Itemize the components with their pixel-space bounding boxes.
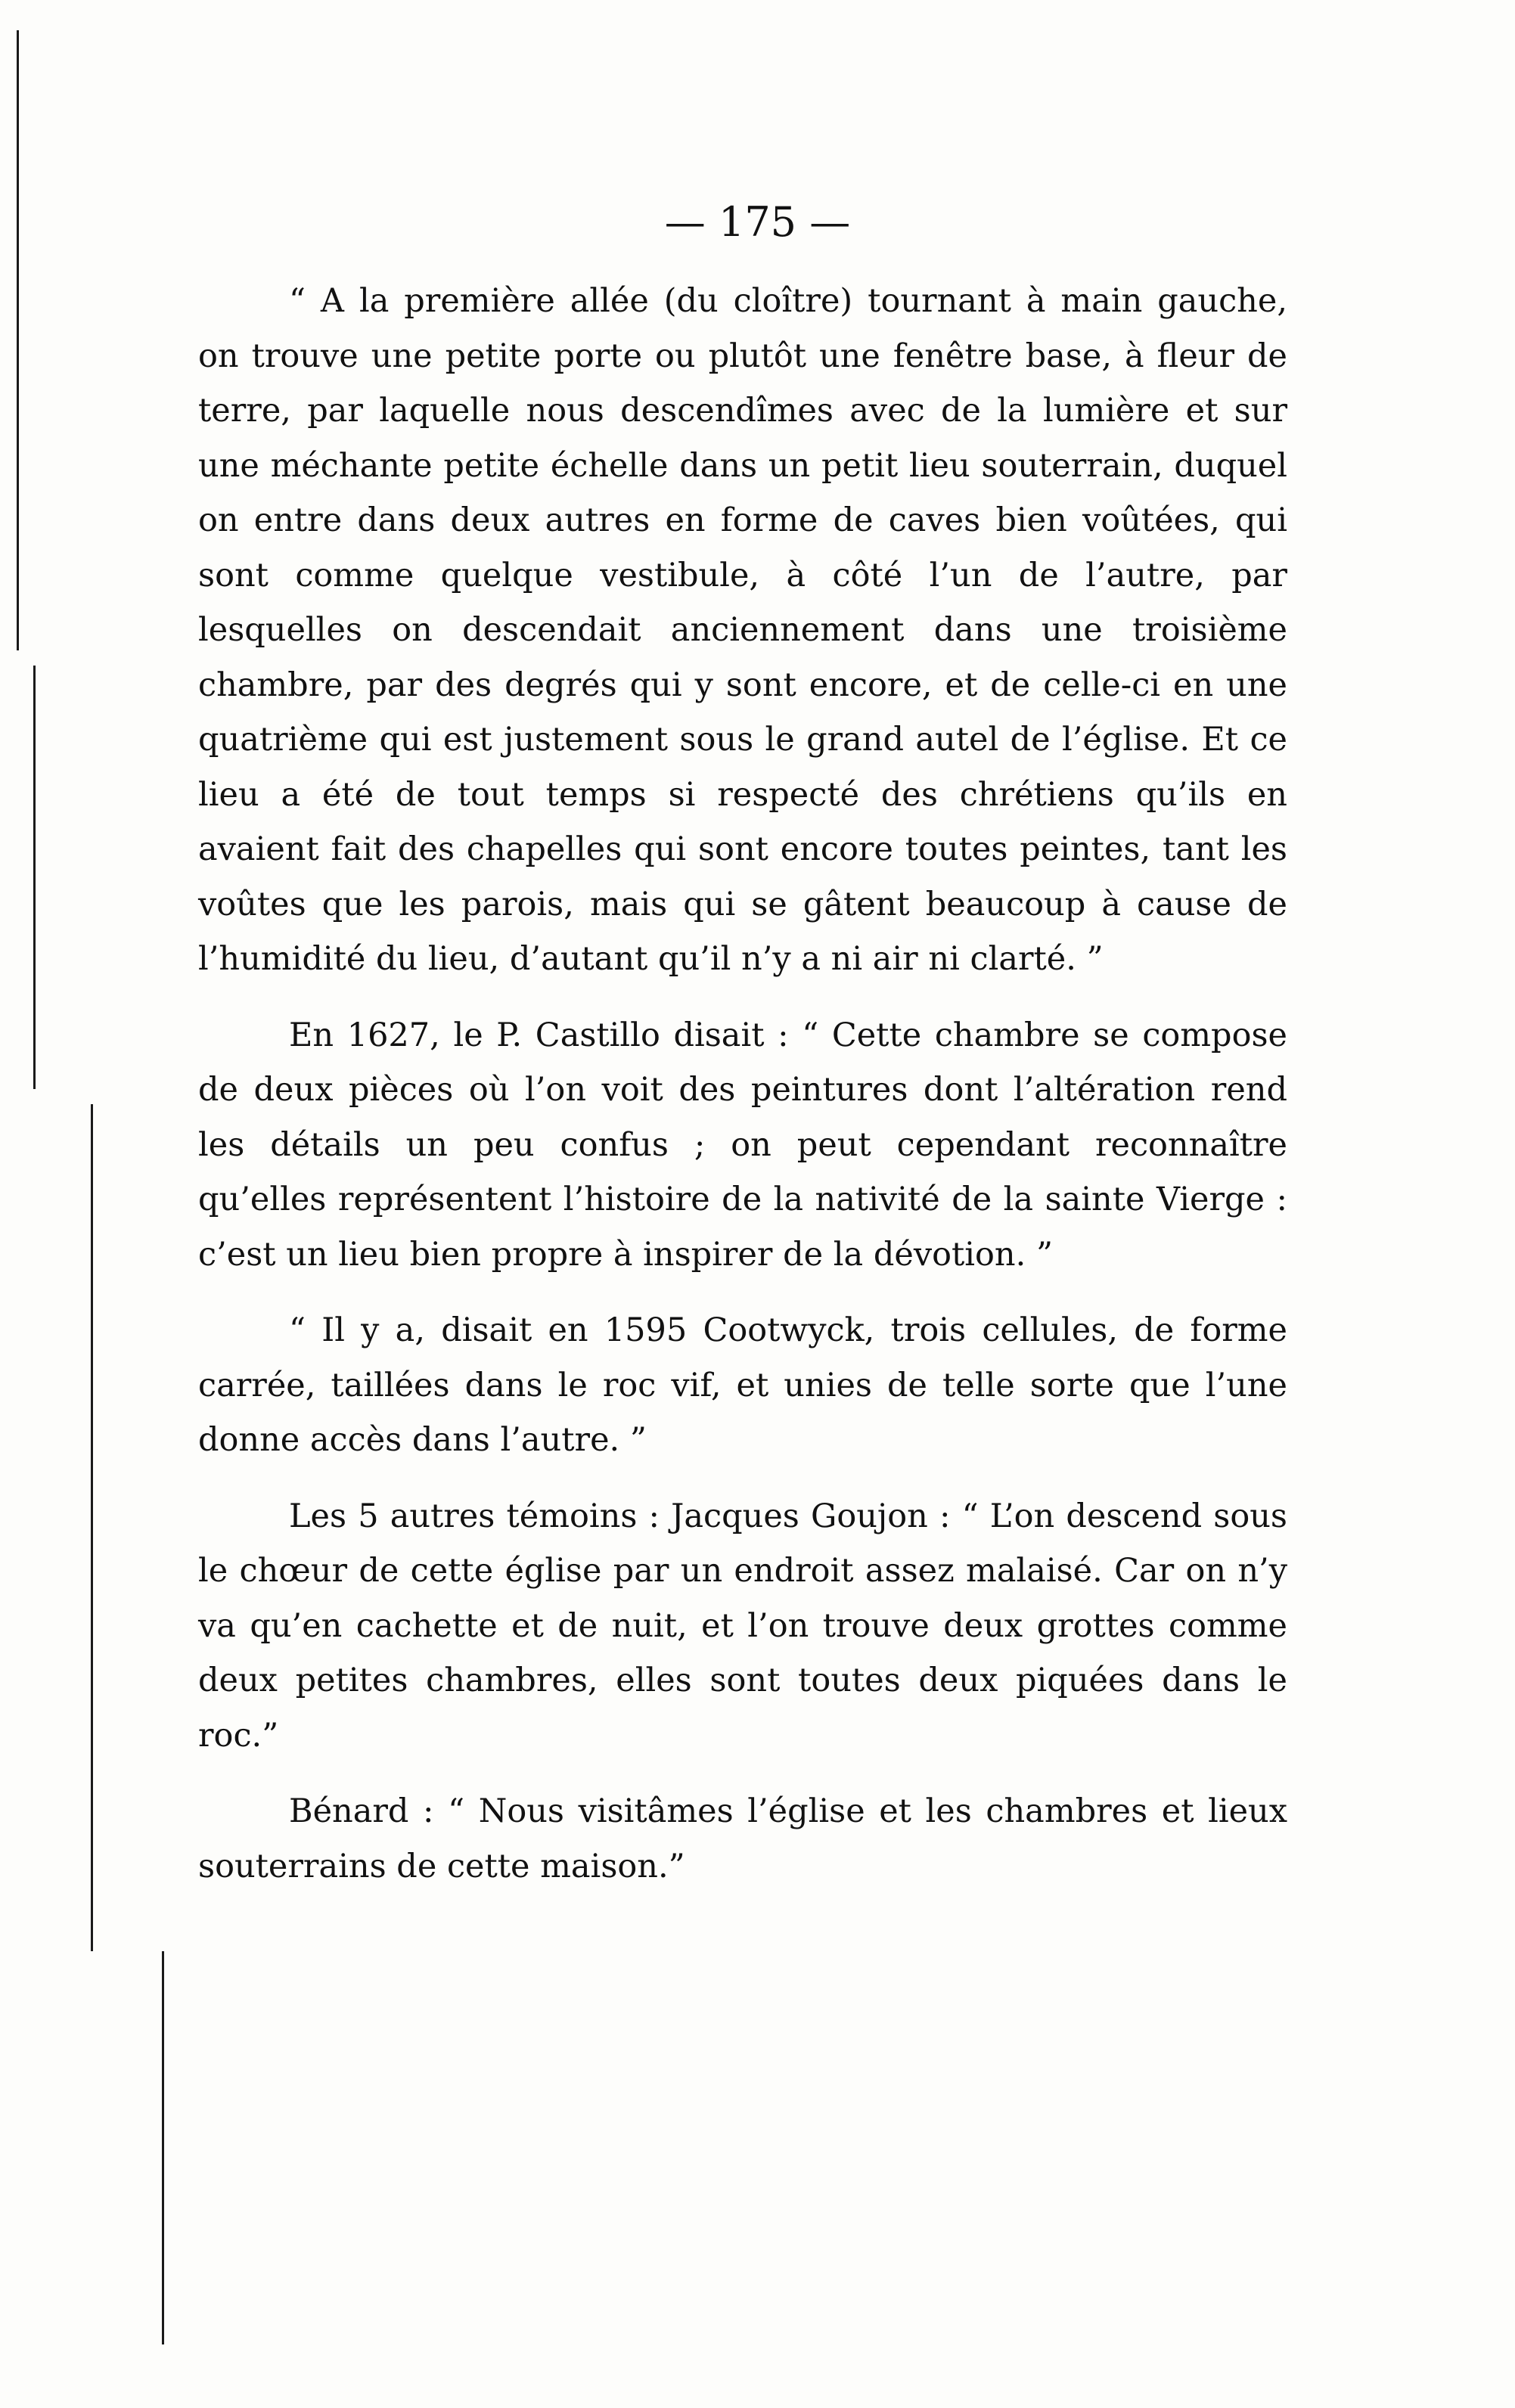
page-number: — 175 — (664, 198, 851, 246)
gutter-line (162, 1951, 164, 2344)
paragraph: Bénard : “ Nous visitâmes l’église et les chambres et lieux souterrains de cette maison.” (198, 1792, 1287, 1885)
gutter-line (17, 30, 19, 650)
paragraph: En 1627, le P. Castillo disait : “ Cette chambre se compose de deux pièces où l’on voit des peintures dont l’altération rend les détails un peu confus ; on peut cependant reconnaître qu’elles représentent l’histoire de la nativité de la sainte Vierge : c’est un lieu bien propre à inspirer de la dévotion. ” (198, 1016, 1287, 1274)
body-text (198, 274, 1287, 1894)
gutter-line (33, 666, 36, 1089)
paragraph: Les 5 autres témoins : Jacques Goujon : “ L’on descend sous le chœur de cette église par un endroit assez malaisé. Car on n’y va qu’en cachette et de nuit, et l’on trouve deux grottes comme deux petites chambres, elles sont toutes deux piquées dans le roc.” (198, 1497, 1287, 1755)
paragraph: “ A la première allée (du cloître) tournant à main gauche, on trouve une petite porte ou plutôt une fenêtre base, à fleur de terre, par laquelle nous descendîmes avec de la lumière et sur une méchante petite échelle dans un petit lieu souterrain, duquel on entre dans deux autres en forme de caves bien voûtées, qui sont comme quelque vestibule, à côté l’un de l’autre, par lesquelles on descendait anciennement dans une troisième chambre, par des degrés qui y sont encore, et de celle-ci en une quatrième qui est justement sous le grand autel de l’église. Et ce lieu a été de tout temps si respecté des chrétiens qu’ils en avaient fait des chapelles qui sont encore toutes peintes, tant les voûtes que les parois, mais qui se gâtent beaucoup à cause de l’humidité du lieu, d’autant qu’il n’y a ni air ni clarté. ” (198, 282, 1287, 978)
gutter-line (91, 1104, 93, 1951)
paragraph: “ Il y a, disait en 1595 Cootwyck, trois cellules, de forme carrée, taillées dans le roc vif, et unies de telle sorte que l’une donne accès dans l’autre. ” (198, 1311, 1287, 1459)
